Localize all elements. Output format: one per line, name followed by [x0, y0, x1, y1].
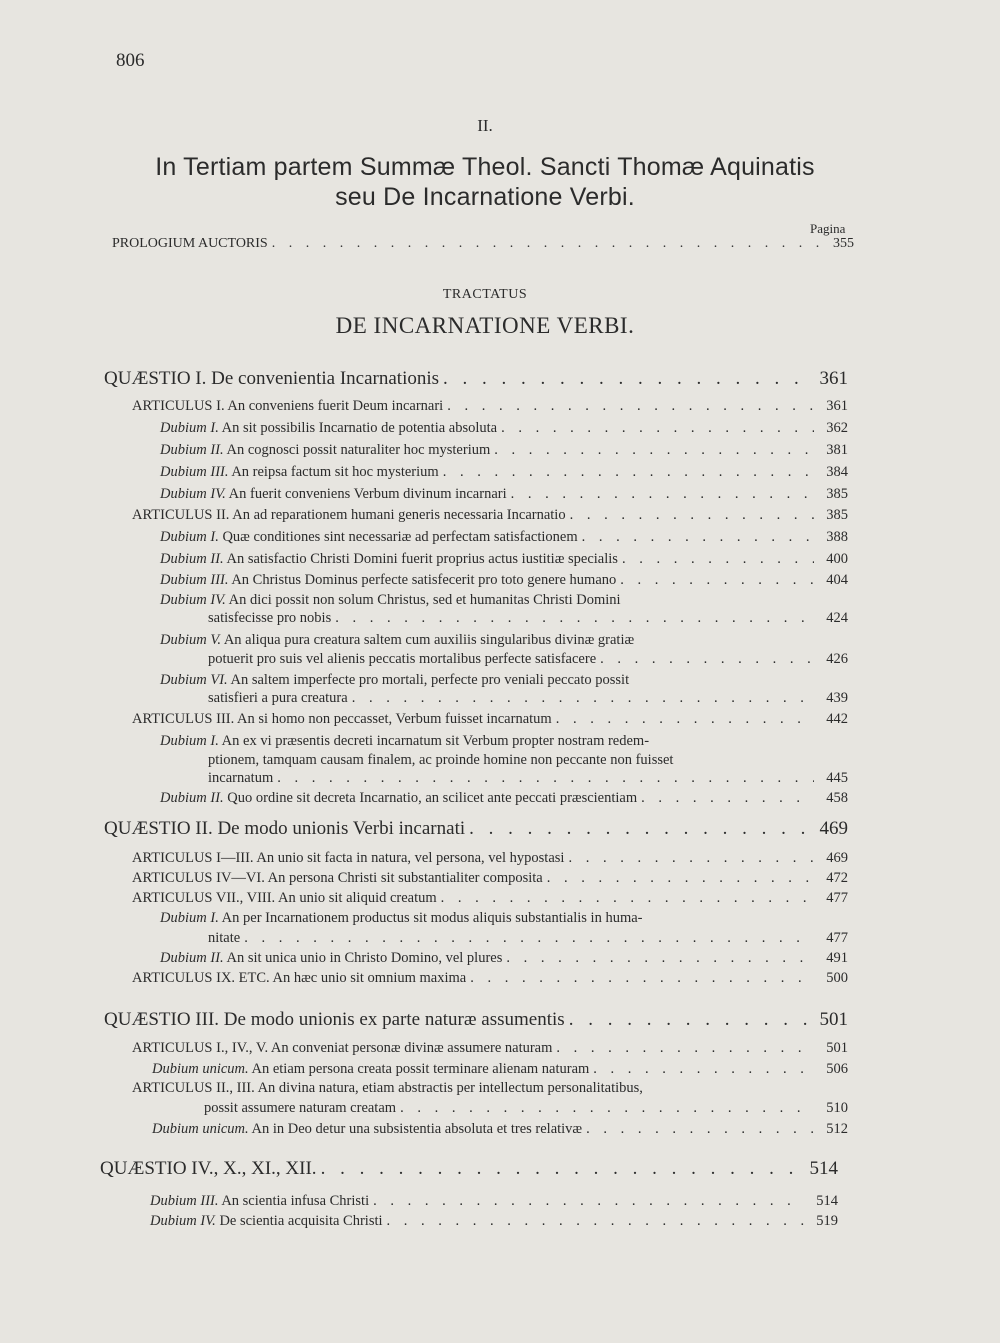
leader-dots	[511, 486, 814, 503]
dubium-num: IV.	[210, 486, 226, 502]
toc-entry-articulus	[132, 850, 848, 867]
entry-page: 510	[826, 1100, 848, 1116]
entry-label: ARTICULUS II. An ad reparationem humani generis necessaria Incarnatio	[132, 507, 566, 523]
dubium-prefix: Dubium	[160, 551, 207, 567]
entry-page: 439	[826, 690, 848, 706]
entry-label: An cognosci possit naturaliter hoc mysterium	[226, 442, 491, 458]
entry-continuation: potuerit pro suis vel alienis peccatis mortalibus perfecte satisfacere	[208, 651, 597, 667]
entry-label: ARTICULUS IV—VI. An persona Christi sit substantialiter composita	[132, 870, 543, 886]
leader-dots	[441, 890, 814, 907]
entry-label: ARTICULUS I—III. An unio sit facta in natura, vel persona, vel hypostasi	[132, 850, 565, 866]
dubium-num: II.	[210, 790, 224, 806]
toc-entry-articulus	[132, 711, 848, 728]
toc-entry-dubium	[160, 486, 848, 503]
entry-page: 501	[826, 1040, 848, 1056]
toc-entry-dubium	[160, 572, 848, 589]
entry-label: Quo ordine sit decreta Incarnatio, an scilicet ante peccati præscientiam	[227, 790, 638, 806]
title-line-2: seu De Incarnatione Verbi.	[335, 183, 635, 211]
entry-label: ARTICULUS III. An si homo non peccasset, Verbum fuisset incarnatum	[132, 711, 552, 727]
toc-entry-dubium	[208, 651, 848, 668]
prologium-page: 355	[833, 236, 854, 251]
toc-entry-first-line	[160, 672, 629, 689]
page-number: 806	[116, 50, 145, 71]
entry-page: 519	[816, 1213, 838, 1229]
entry-page: 512	[826, 1121, 848, 1137]
dubium-prefix: Dubium	[160, 592, 207, 608]
toc-entry-dubium	[208, 610, 848, 627]
leader-dots	[272, 236, 820, 252]
entry-label: An reipsa factum sit hoc mysterium	[231, 464, 439, 480]
dubium-prefix: Dubium	[160, 572, 207, 588]
toc-entry-dubium	[208, 690, 848, 707]
tractatus-label: TRACTATUS	[442, 287, 528, 302]
dubium-prefix: Dubium	[160, 442, 207, 458]
leader-dots	[494, 442, 814, 459]
entry-label: An aliqua pura creatura saltem cum auxiliis singularibus divinæ gratiæ	[223, 632, 635, 648]
toc-entry-dubium	[150, 1213, 838, 1230]
entry-page: 445	[826, 770, 848, 786]
dubium-prefix: Dubium	[160, 950, 207, 966]
dubium-prefix: Dubium	[160, 632, 207, 648]
leader-dots	[620, 572, 814, 589]
toc-entry-articulus	[132, 1040, 848, 1057]
leader-dots	[586, 1121, 814, 1138]
entry-page: 477	[826, 930, 848, 946]
entry-label: An dici possit non solum Christus, sed et humanitas Christi Domini	[228, 592, 621, 608]
leader-dots	[321, 1158, 804, 1180]
entry-page: 469	[826, 850, 848, 866]
leader-dots	[277, 770, 814, 787]
tractatus-title: DE INCARNATIONE VERBI.	[335, 313, 635, 338]
entry-page: 501	[819, 1009, 848, 1030]
entry-label: An sit unica unio in Christo Domino, vel plures	[226, 950, 503, 966]
dubium-num: IV.	[210, 592, 226, 608]
dubium-prefix: Dubium	[160, 910, 207, 926]
leader-dots	[352, 690, 814, 707]
dubium-num: II.	[210, 950, 224, 966]
title-line-1: In Tertiam partem Summæ Theol. Sancti Thomæ Aquinatis	[155, 153, 815, 181]
entry-label: An Christus Dominus perfecte satisfecerit pro toto genere humano	[231, 572, 617, 588]
toc-entry-dubium	[160, 529, 848, 546]
entry-page: 442	[826, 711, 848, 727]
entry-page: 385	[826, 507, 848, 523]
entry-page: 361	[819, 368, 848, 389]
dubium-num: II.	[210, 551, 224, 567]
prologium-entry	[112, 236, 854, 252]
entry-label: An per Incarnationem productus sit modus aliquis substantialis in huma-	[221, 910, 643, 926]
entry-page: 404	[826, 572, 848, 588]
entry-label: QUÆSTIO I. De convenientia Incarnationis	[104, 368, 440, 389]
entry-label: An saltem imperfecte pro mortali, perfecte pro veniali peccato possit	[230, 672, 630, 688]
leader-dots	[335, 610, 814, 627]
dubium-prefix: Dubium	[160, 529, 207, 545]
leader-dots	[568, 850, 814, 867]
leader-dots	[506, 950, 814, 967]
entry-page: 388	[826, 529, 848, 545]
toc-entry-dubium	[152, 1061, 848, 1078]
entry-continuation: possit assumere naturam creatam	[204, 1100, 397, 1116]
dubium-prefix: Dubium	[160, 464, 207, 480]
entry-label: An in Deo detur una subsistentia absoluta et tres relativæ	[251, 1121, 583, 1137]
leader-dots	[443, 368, 814, 390]
leader-dots	[244, 930, 814, 947]
dubium-prefix: Dubium	[150, 1193, 197, 1209]
entry-continuation: nitate	[208, 930, 241, 946]
entry-page: 362	[826, 420, 848, 436]
entry-page: 491	[826, 950, 848, 966]
leader-dots	[470, 970, 814, 987]
toc-entry-dubium	[160, 464, 848, 481]
toc-entry-articulus	[204, 1100, 848, 1117]
toc-entry-quaestio	[104, 368, 848, 390]
toc-entry-dubium	[160, 551, 848, 568]
dubium-prefix: Dubium	[160, 672, 207, 688]
part-numeral: II.	[477, 116, 493, 135]
toc-entry-articulus	[132, 507, 848, 524]
leader-dots	[600, 651, 814, 668]
entry-label: ARTICULUS I. An conveniens fuerit Deum incarnari	[132, 398, 444, 414]
toc-entry-first-line	[160, 592, 621, 609]
dubium-num: II.	[210, 442, 224, 458]
entry-continuation: satisfieri a pura creatura	[208, 690, 348, 706]
entry-page: 514	[816, 1193, 838, 1209]
dubium-num: III.	[210, 572, 229, 588]
toc-entry-dubium	[160, 442, 848, 459]
toc-entry-dubium	[160, 420, 848, 437]
toc-entry-dubium	[160, 950, 848, 967]
dubium-prefix: Dubium unicum.	[152, 1061, 249, 1077]
dubium-prefix: Dubium unicum.	[152, 1121, 249, 1137]
leader-dots	[570, 507, 814, 524]
entry-page: 477	[826, 890, 848, 906]
entry-page: 514	[809, 1158, 838, 1179]
entry-label: ARTICULUS VII., VIII. An unio sit aliquid creatum	[132, 890, 437, 906]
toc-entry-articulus	[132, 398, 848, 415]
entry-label: QUÆSTIO IV., X., XI., XII.	[100, 1158, 317, 1179]
toc-entry-articulus	[132, 890, 848, 907]
entry-page: 458	[826, 790, 848, 806]
leader-dots	[547, 870, 814, 887]
entry-continuation-2: incarnatum	[208, 770, 274, 786]
toc-entry-first-line	[160, 632, 634, 649]
entry-label: An sit possibilis Incarnatio de potentia absoluta	[221, 420, 498, 436]
entry-page: 469	[819, 818, 848, 839]
entry-label: QUÆSTIO III. De modo unionis ex parte naturæ assumentis	[104, 1009, 565, 1030]
entry-page: 384	[826, 464, 848, 480]
dubium-num: I.	[210, 733, 219, 749]
entry-label: Quæ conditiones sint necessariæ ad perfectam satisfactionem	[222, 529, 578, 545]
entry-continuation: ptionem, tamquam causam finalem, ac proinde homine non peccante non fuisset	[208, 752, 674, 768]
leader-dots	[373, 1193, 804, 1210]
dubium-prefix: Dubium	[160, 733, 207, 749]
entry-page: 506	[826, 1061, 848, 1077]
entry-label: ARTICULUS I., IV., V. An conveniat personæ divinæ assumere naturam	[132, 1040, 553, 1056]
dubium-prefix: Dubium	[160, 790, 207, 806]
toc-entry-articulus	[132, 870, 848, 887]
toc-entry-quaestio	[100, 1158, 838, 1180]
leader-dots	[501, 420, 814, 437]
entry-page: 385	[826, 486, 848, 502]
entry-label: An fuerit conveniens Verbum divinum incarnari	[228, 486, 507, 502]
dubium-num: IV.	[200, 1213, 216, 1229]
dubium-num: I.	[210, 910, 219, 926]
leader-dots	[556, 1040, 814, 1057]
dubium-num: V.	[210, 632, 221, 648]
leader-dots	[622, 551, 814, 568]
toc-entry-quaestio	[104, 1009, 848, 1031]
entry-label: An scientia infusa Christi	[221, 1193, 370, 1209]
toc-entry-articulus	[132, 970, 848, 987]
toc-entry-first-line	[160, 910, 643, 927]
leader-dots	[569, 1009, 814, 1031]
entry-page: 361	[826, 398, 848, 414]
toc-entry-dubium	[150, 1193, 838, 1210]
leader-dots	[469, 818, 814, 840]
entry-label: De scientia acquisita Christi	[219, 1213, 383, 1229]
entry-page: 400	[826, 551, 848, 567]
entry-label: An etiam persona creata possit terminare alienam naturam	[251, 1061, 590, 1077]
leader-dots	[593, 1061, 814, 1078]
prologium-label: PROLOGIUM AUCTORIS	[112, 236, 268, 251]
entry-page: 381	[826, 442, 848, 458]
entry-label: ARTICULUS IX. ETC. An hæc unio sit omnium maxima	[132, 970, 467, 986]
toc-entry-first-line	[160, 733, 649, 750]
leader-dots	[582, 529, 814, 546]
toc-entry-quaestio	[104, 818, 848, 840]
entry-page: 472	[826, 870, 848, 886]
toc-entry-first-line: ARTICULUS II., III. An divina natura, etiam abstractis per intellectum personalitatibus,	[132, 1080, 643, 1096]
toc-entry-dubium	[160, 790, 848, 807]
dubium-num: I.	[210, 529, 219, 545]
dubium-num: VI.	[210, 672, 228, 688]
leader-dots	[447, 398, 814, 415]
entry-page: 424	[826, 610, 848, 626]
dubium-num: I.	[210, 420, 219, 436]
toc-entry-dubium	[152, 1121, 848, 1138]
leader-dots	[387, 1213, 804, 1230]
entry-label: An satisfactio Christi Domini fuerit proprius actus iustitiæ specialis	[226, 551, 618, 567]
entry-continuation: satisfecisse pro nobis	[208, 610, 332, 626]
leader-dots	[443, 464, 814, 481]
leader-dots	[556, 711, 814, 728]
dubium-prefix: Dubium	[160, 486, 207, 502]
leader-dots	[641, 790, 814, 807]
entry-label: An ex vi præsentis decreti incarnatum sit Verbum propter nostram redem-	[221, 733, 650, 749]
toc-entry-dubium	[208, 770, 848, 787]
dubium-prefix: Dubium	[150, 1213, 197, 1229]
entry-page: 500	[826, 970, 848, 986]
pagina-label: Pagina	[810, 221, 846, 236]
dubium-num: III.	[210, 464, 229, 480]
leader-dots	[400, 1100, 814, 1117]
toc-entry-dubium	[208, 930, 848, 947]
dubium-prefix: Dubium	[160, 420, 207, 436]
dubium-num: III.	[200, 1193, 219, 1209]
entry-label: QUÆSTIO II. De modo unionis Verbi incarnati	[104, 818, 466, 839]
entry-page: 426	[826, 651, 848, 667]
